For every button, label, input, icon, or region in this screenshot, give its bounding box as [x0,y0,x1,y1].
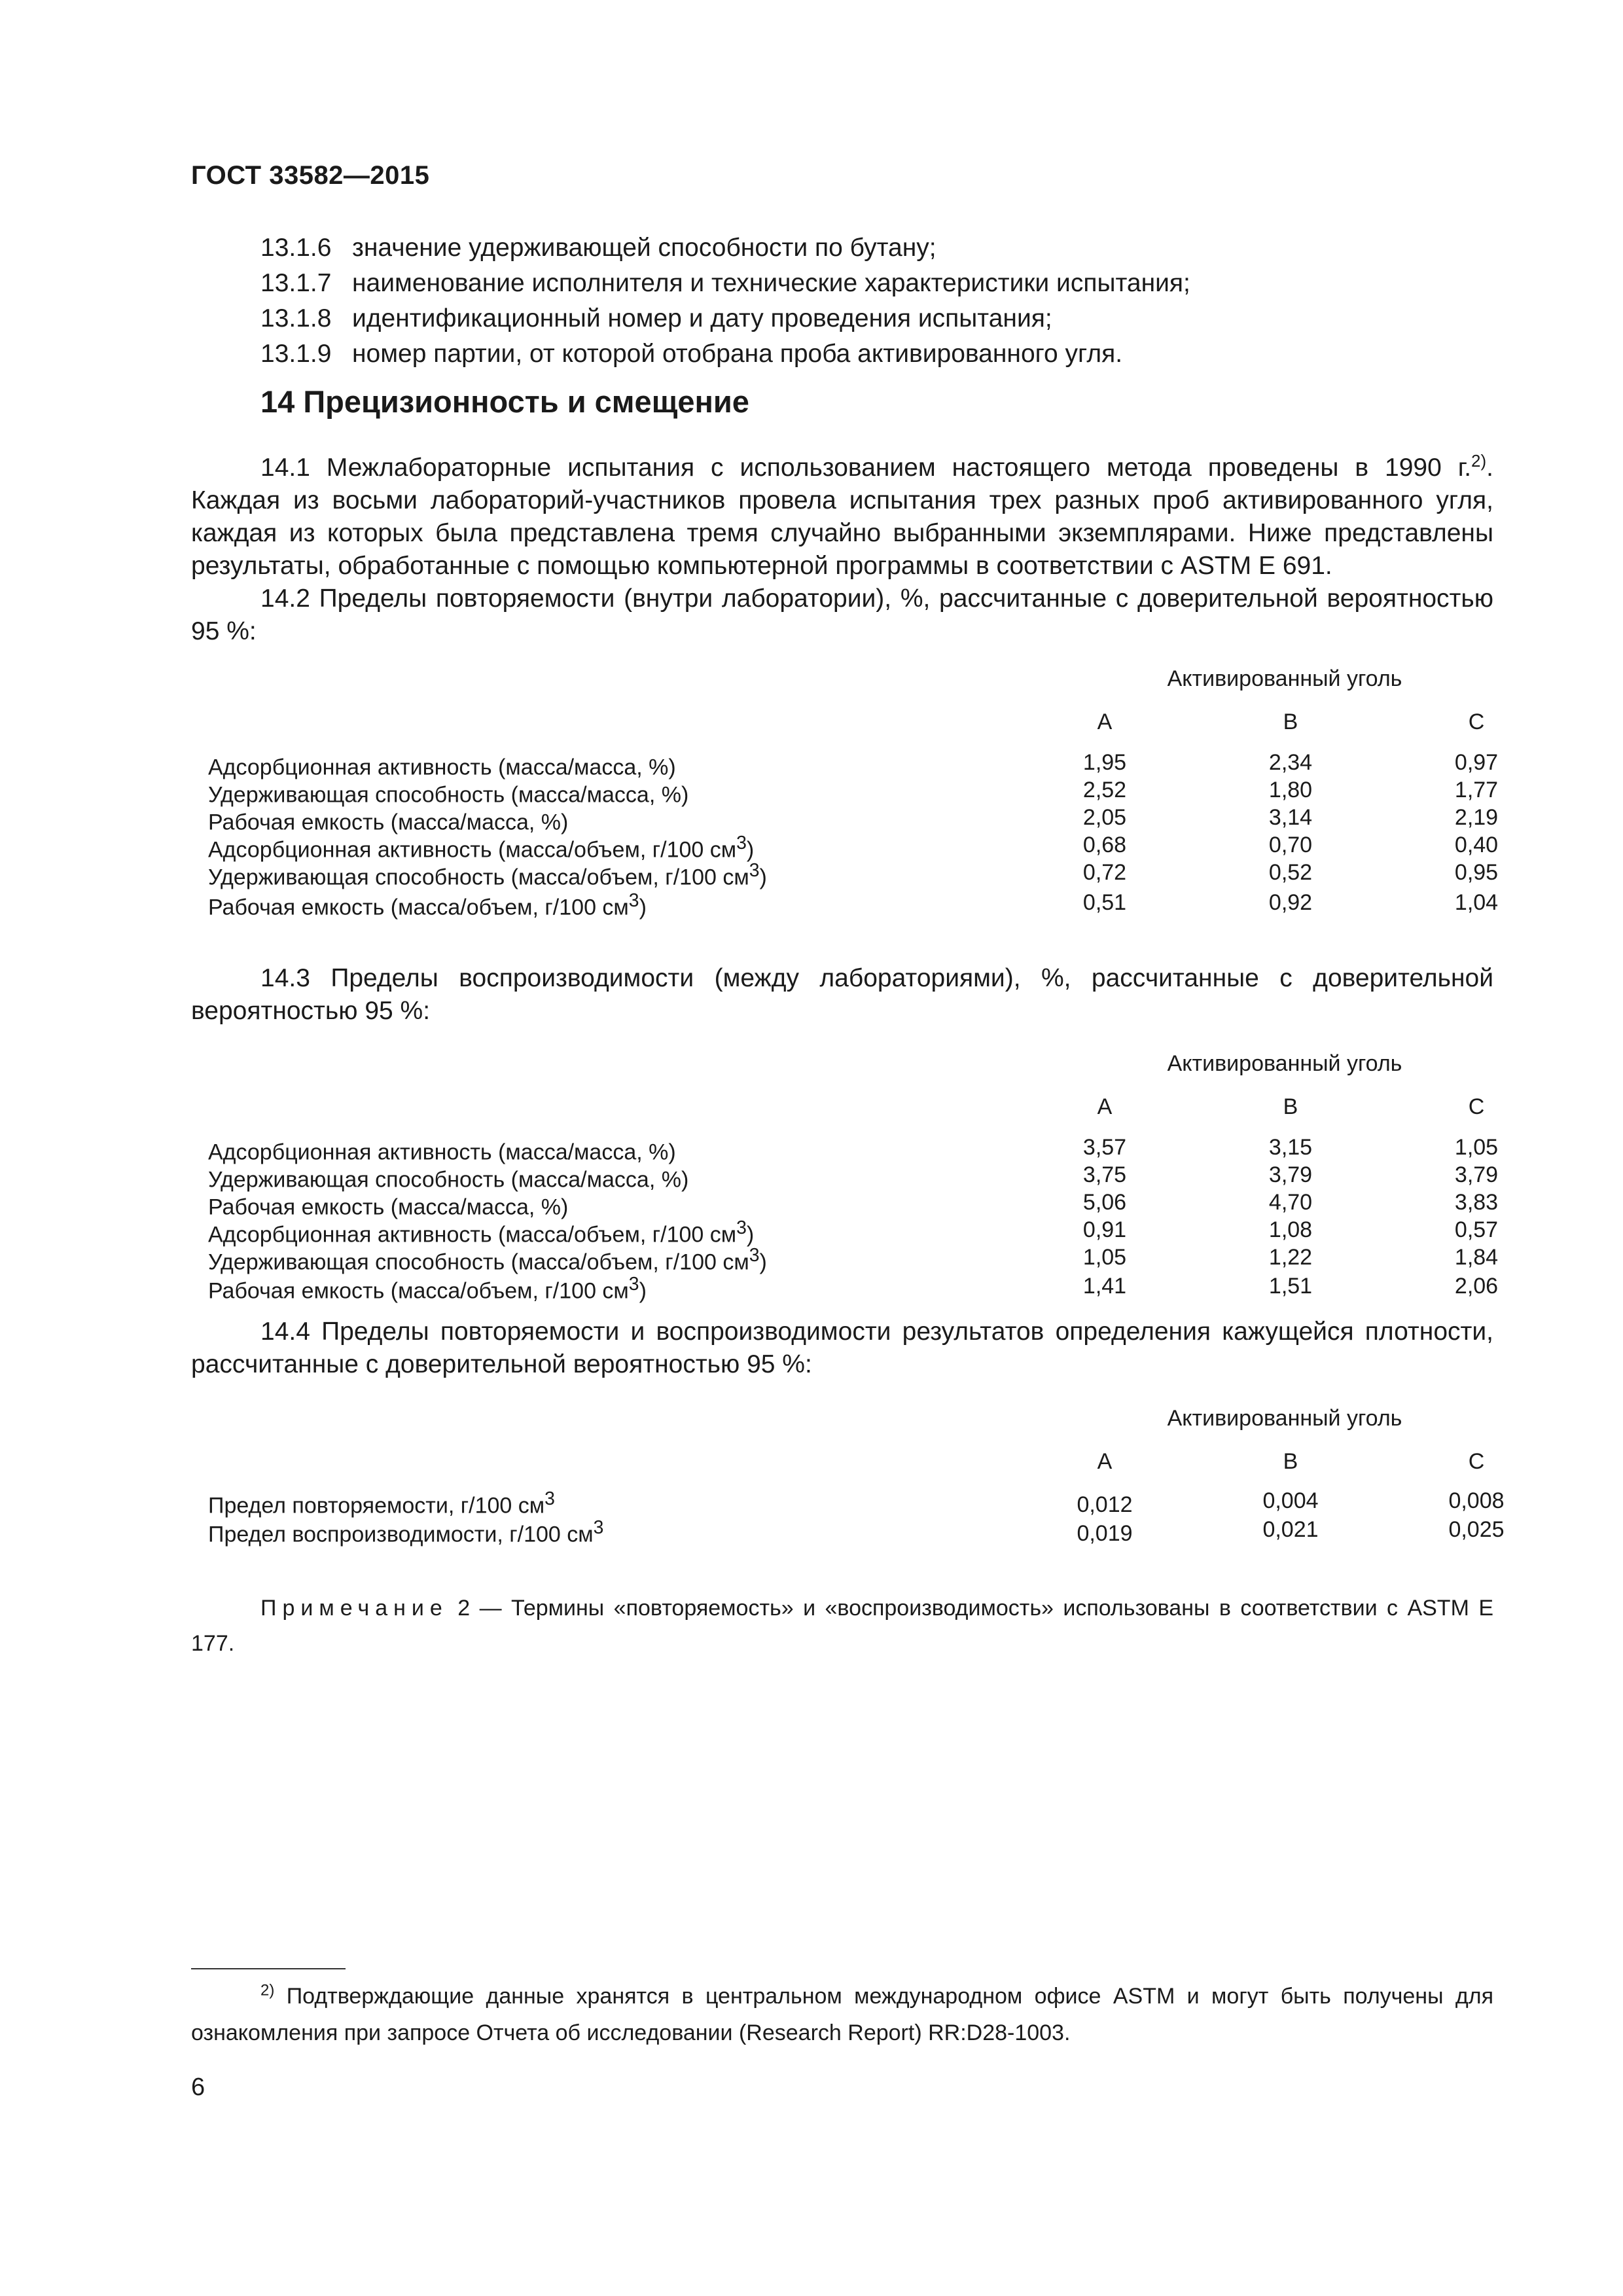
column-header-b: B [1283,1449,1298,1474]
cell-a: 3,75 [1082,1162,1127,1187]
cell-a: 0,68 [1082,833,1127,857]
column-header-a: A [1097,1094,1113,1119]
cell-c: 2,06 [1454,1274,1499,1299]
table-row [208,1135,1499,1165]
column-header-c: C [1468,1094,1485,1119]
row-label: Рабочая емкость (масса/объем, г/100 $см^3$) [208,890,647,920]
list-item [260,336,1504,372]
row-label: Рабочая емкость (масса/масса, %) [208,810,569,835]
list-item-number: 13.1.8 [260,304,332,332]
cell-c: 0,40 [1454,833,1499,857]
cell-c: 1,04 [1454,890,1499,915]
cell-b: 3,79 [1268,1162,1313,1187]
cell-c: 0,025 [1448,1517,1505,1542]
cell-a: 0,012 [1077,1492,1133,1517]
list-item [260,230,1504,266]
paragraph-14-4 [191,1316,1493,1381]
list-item-text: наименование исполнителя и технические характеристики испытания; [352,269,1190,297]
table-row [208,1488,1505,1518]
table-row [208,778,1499,808]
list-item-number: 13.1.6 [260,234,332,262]
table-row [208,1517,1505,1547]
reproducibility-table [208,1051,1499,1313]
cell-b: 0,021 [1262,1517,1319,1542]
cell-b: 2,34 [1268,750,1313,775]
footnote-mark: 2) [260,1981,275,2000]
cell-b: 1,51 [1268,1274,1313,1299]
cell-c: 1,77 [1454,778,1499,802]
row-label: Предел воспроизводимости, г/100 $см^3$ [208,1517,604,1547]
row-label: Адсорбционная активность (масса/масса, %) [208,1139,676,1165]
column-header-a: A [1097,709,1113,734]
row-label: Рабочая емкость (масса/объем, г/100 $см^3$) [208,1274,647,1304]
cell-b: 1,22 [1268,1245,1313,1270]
row-label: Удерживающая способность (масса/объем, г/100 $см^3$) [208,860,767,890]
table-row [208,1162,1499,1193]
list-item-number: 13.1.7 [260,269,332,297]
clause-list [260,230,1504,372]
column-header-b: B [1283,1094,1298,1119]
cell-b: 1,80 [1268,778,1313,802]
cell-a: 5,06 [1082,1190,1127,1215]
list-item-number: 13.1.9 [260,340,332,368]
cell-b: 4,70 [1268,1190,1313,1215]
paragraph-14-3 [191,962,1493,1028]
footnote-divider [191,1968,346,1969]
table-row [208,1245,1499,1275]
cell-a: 1,05 [1082,1245,1127,1270]
paragraph-14-4-text: 14.4 Пределы повторяемости и воспроизводимости результатов определения кажущейся плотности, рассчитанные с доверительной вероятностью 95 %: [191,1318,1493,1378]
note-text: 2 — Термины «повторяемость» и «воспроизводимость» использованы в соответствии с ASTM E 177. [191,1596,1494,1656]
row-label: Адсорбционная активность (масса/объем, г/100 $см^3$) [208,833,755,863]
row-label: Рабочая емкость (масса/масса, %) [208,1194,569,1220]
table-group-header: Активированный уголь [1167,1051,1402,1076]
footnote [191,1978,1493,2051]
note-label: Примечание [260,1596,448,1621]
cell-c: 1,05 [1454,1135,1499,1160]
cell-c: 0,57 [1454,1217,1499,1242]
list-item [260,301,1504,336]
list-item-text: идентификационный номер и дату проведения испытания; [352,304,1052,332]
paragraph-14-1-lead: 14.1 Межлабораторные испытания с использованием настоящего метода проведены в 1990 г. [260,454,1472,482]
table-row [208,833,1499,863]
cell-b: 0,52 [1268,860,1313,885]
cell-b: 3,15 [1268,1135,1313,1160]
cell-a: 1,95 [1082,750,1127,775]
document-code: ГОСТ 33582—2015 [191,161,430,190]
column-header-c: C [1468,709,1485,734]
paragraph-14-1 [191,452,1493,583]
list-item [260,266,1504,301]
cell-c: 3,83 [1454,1190,1499,1215]
cell-b: 0,92 [1268,890,1313,915]
column-header-c: C [1468,1449,1485,1474]
cell-a: 0,91 [1082,1217,1127,1242]
cell-a: 1,41 [1082,1274,1127,1299]
cell-b: 1,08 [1268,1217,1313,1242]
paragraph-14-3-text: 14.3 Пределы воспроизводимости (между лабораториями), %, рассчитанные с доверительной вероятностью 95 %: [191,964,1493,1025]
note [191,1590,1493,1661]
cell-c: 0,008 [1448,1488,1505,1513]
cell-c: 0,95 [1454,860,1499,885]
column-header-b: B [1283,709,1298,734]
cell-a: 2,52 [1082,778,1127,802]
cell-c: 2,19 [1454,805,1499,830]
row-label: Адсорбционная активность (масса/масса, %) [208,755,676,780]
density-precision-table [208,1406,1505,1563]
row-label: Удерживающая способность (масса/масса, %) [208,1167,689,1193]
column-header-a: A [1097,1449,1113,1474]
table-row [208,1274,1499,1304]
list-item-text: номер партии, от которой отобрана проба активированного угля. [352,340,1123,368]
cell-b: 0,004 [1262,1488,1319,1513]
row-label: Адсорбционная активность (масса/объем, г/100 $см^3$) [208,1217,755,1247]
table-row [208,890,1499,920]
cell-a: 3,57 [1082,1135,1127,1160]
page-number: 6 [191,2073,205,2101]
cell-a: 0,72 [1082,860,1127,885]
section-title: 14 Прецизионность и смещение [260,384,749,419]
paragraph-14-1-rest: . Каждая из восьми лабораторий-участников провела испытания трех разных проб активированного угля, каждая из которых была представлена тремя случайно выбранными экземплярами. Ниже представлены результаты, обработанные с помощью компьютерной программы в соответствии с ASTM E 691. [191,454,1493,580]
table-row [208,750,1499,780]
cell-a: 0,51 [1082,890,1127,915]
cell-b: 3,14 [1268,805,1313,830]
cell-a: 0,019 [1077,1521,1133,1546]
table-row [208,1190,1499,1220]
repeatability-table [208,666,1499,928]
table-row [208,805,1499,835]
row-label: Предел повторяемости, г/100 $см^3$ [208,1488,555,1518]
table-group-header: Активированный уголь [1167,1406,1402,1431]
row-label: Удерживающая способность (масса/масса, %) [208,782,689,808]
cell-c: 1,84 [1454,1245,1499,1270]
cell-c: 3,79 [1454,1162,1499,1187]
table-row [208,860,1499,890]
cell-a: 2,05 [1082,805,1127,830]
cell-b: 0,70 [1268,833,1313,857]
table-group-header: Активированный уголь [1167,666,1402,691]
paragraph-14-2 [191,583,1493,648]
table-row [208,1217,1499,1247]
footnote-text: Подтверждающие данные хранятся в центральном международном офисе ASTM и могут быть получены для ознакомления при запросе Отчета об исследовании (Research Report) RR:D28-1003. [191,1984,1493,2045]
footnote-reference: 2) [1471,451,1487,471]
cell-c: 0,97 [1454,750,1499,775]
list-item-text: значение удерживающей способности по бутану; [352,234,936,262]
row-label: Удерживающая способность (масса/объем, г/100 $см^3$) [208,1245,767,1275]
paragraph-14-2-text: 14.2 Пределы повторяемости (внутри лаборатории), %, рассчитанные с доверительной вероятностью 95 %: [191,584,1493,645]
